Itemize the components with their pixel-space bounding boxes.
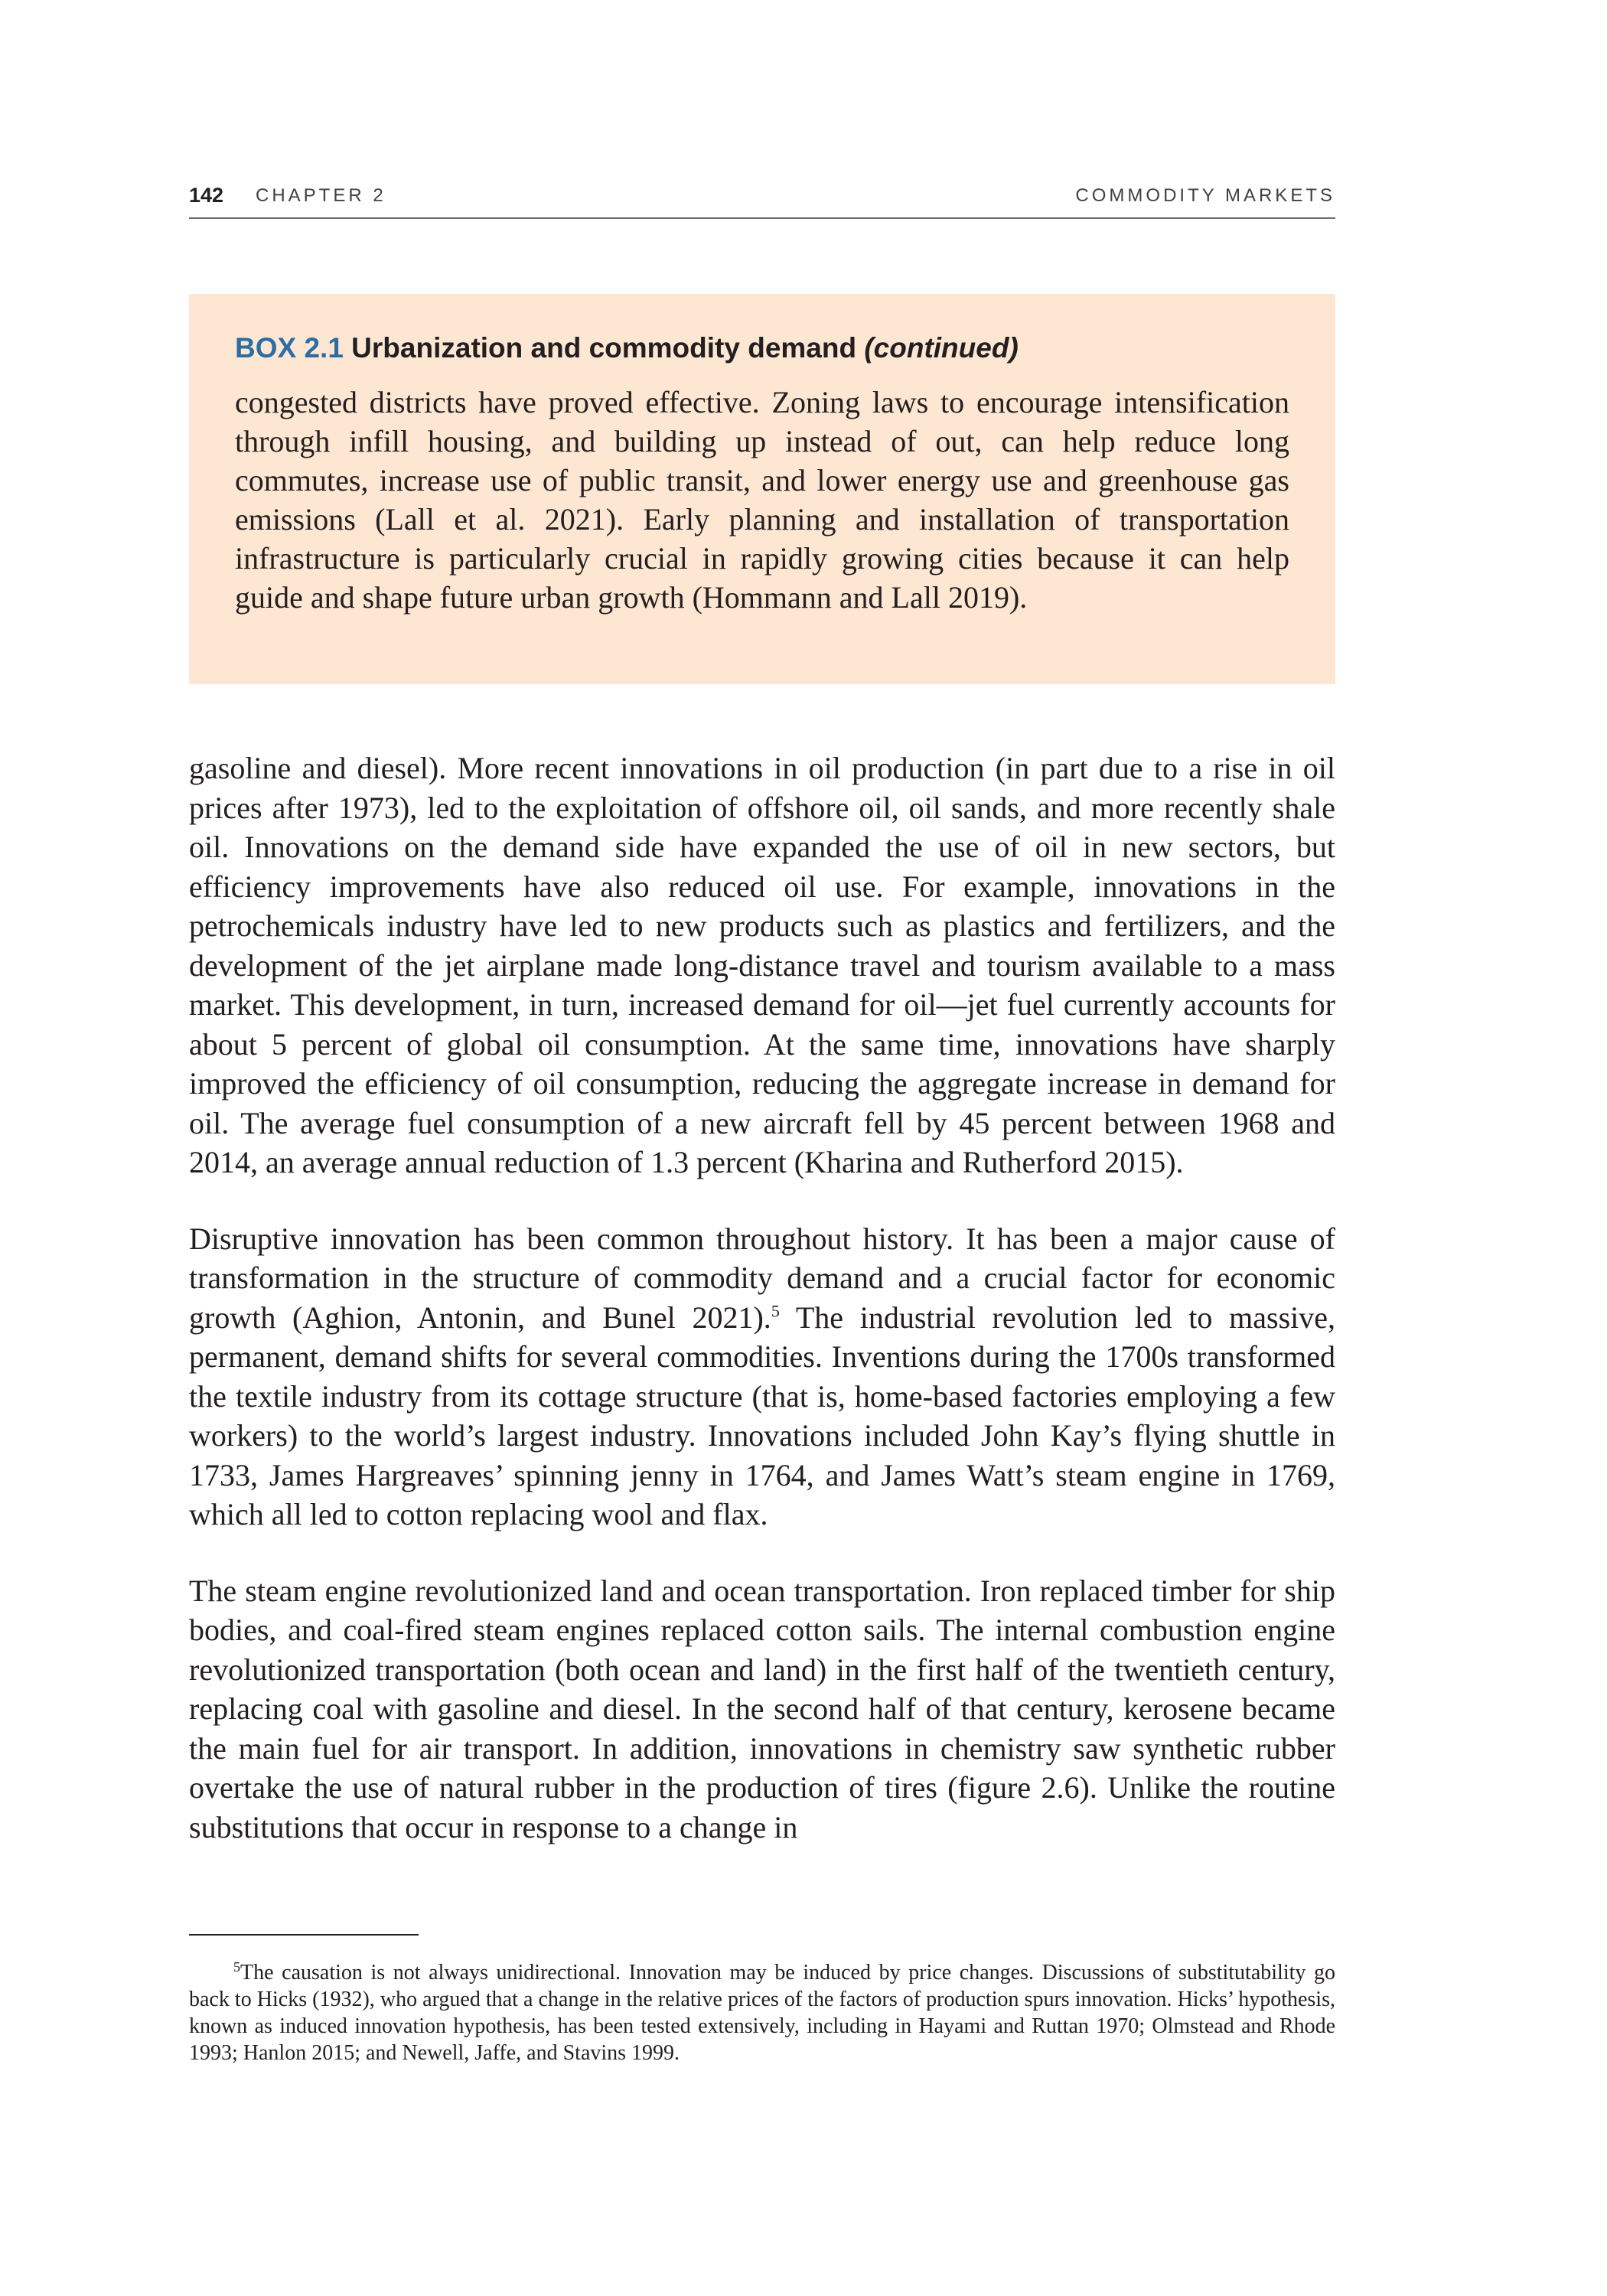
box-paragraph: congested districts have proved effective. Zoning laws to encourage intensification through infill housing, and building up instead of out, can help reduce long commutes, increase use of public transit, and lower energy use and greenhouse gas emissions (Lall et al. 2021). Early planning and installation of transportation infrastructure is particularly crucial in rapidly growing cities because it can help guide and shape future urban growth (Hommann and Lall 2019). xyxy=(235,385,1289,615)
paragraph-3: The steam engine revolutionized land and ocean transportation. Iron replaced timber for ship bodies, and coal-fired steam engines replaced cotton sails. The internal combustion engine revolutionized transportation (both ocean and land) in the first half of the twentieth century, replacing coal with gasoline and diesel. In the second half of that century, kerosene became the main fuel for air transport. In addition, innovations in chemistry saw synthetic rubber overtake the use of natural rubber in the production of tires (figure 2.6). Unlike the routine substitutions that occur in response to a change in xyxy=(189,1573,1335,1844)
box-continued: (continued) xyxy=(864,332,1019,364)
chapter-label: CHAPTER 2 xyxy=(256,185,386,206)
paragraph-2-rest: The industrial revolution led to massive, permanent, demand shifts for several commodities. Inventions during the 1700s transformed the textile industry from its cottage structure (that is, home-based factories employing a few workers) to the world’s largest industry. Innovations included John Kay’s flying shuttle in 1733, James Hargreaves’ spinning jenny in 1764, and James Watt’s steam engine in 1769, which all led to cotton replacing wool and flax. xyxy=(189,1300,1335,1531)
running-title: COMMODITY MARKETS xyxy=(1075,185,1335,206)
footnote-text: The causation is not always unidirectional. Innovation may be induced by price changes. Discussions of substitutability go back to Hicks (1932), who argued that a change in the relative prices of the factors of production spurs innovation. Hicks’ hypothesis, known as induced innovation hypothesis, has been tested extensively, including in Hayami and Ruttan 1970; Olmstead and Rhode 1993; Hanlon 2015; and Newell, Jaffe, and Stavins 1999. xyxy=(189,1961,1335,2065)
footnote-mark: 5 xyxy=(233,1958,240,1975)
main-text xyxy=(189,748,1335,1883)
footnote-reference: 5 xyxy=(771,1301,780,1321)
footnote-divider xyxy=(189,1934,419,1936)
paragraph-2 xyxy=(189,1219,1335,1534)
page-number: 142 xyxy=(189,184,224,207)
box-label: BOX 2.1 xyxy=(235,332,344,364)
running-header xyxy=(189,184,1335,219)
box-2-1 xyxy=(189,294,1335,684)
box-title xyxy=(235,332,1289,364)
box-title-text: Urbanization and commodity demand xyxy=(343,332,865,364)
paragraph-1: gasoline and diesel). More recent innovations in oil production (in part due to a rise in oil prices after 1973), led to the exploitation of offshore oil, oil sands, and more recently shale oil. Innovations on the demand side have expanded the use of oil in new sectors, but efficiency improvements have also reduced oil use. For example, innovations in the petrochemicals industry have led to new products such as plastics and fertilizers, and the development of the jet airplane made long-distance travel and tourism available to a mass market. This development, in turn, increased demand for oil—jet fuel currently accounts for about 5 percent of global oil consumption. At the same time, innovations have sharply improved the efficiency of oil consumption, reducing the aggregate increase in demand for oil. The average fuel consumption of a new aircraft fell by 45 percent between 1968 and 2014, an average annual reduction of 1.3 percent (Kharina and Rutherford 2015). xyxy=(189,751,1335,1179)
paragraph-2-start: Disruptive innovation has been common throughout history. It has been a major cause of transformation in the structure of commodity demand and a crucial factor for economic growth (Aghion, Antonin, and Bunel 2021). xyxy=(189,1221,1335,1335)
footnote xyxy=(189,1959,1335,2066)
